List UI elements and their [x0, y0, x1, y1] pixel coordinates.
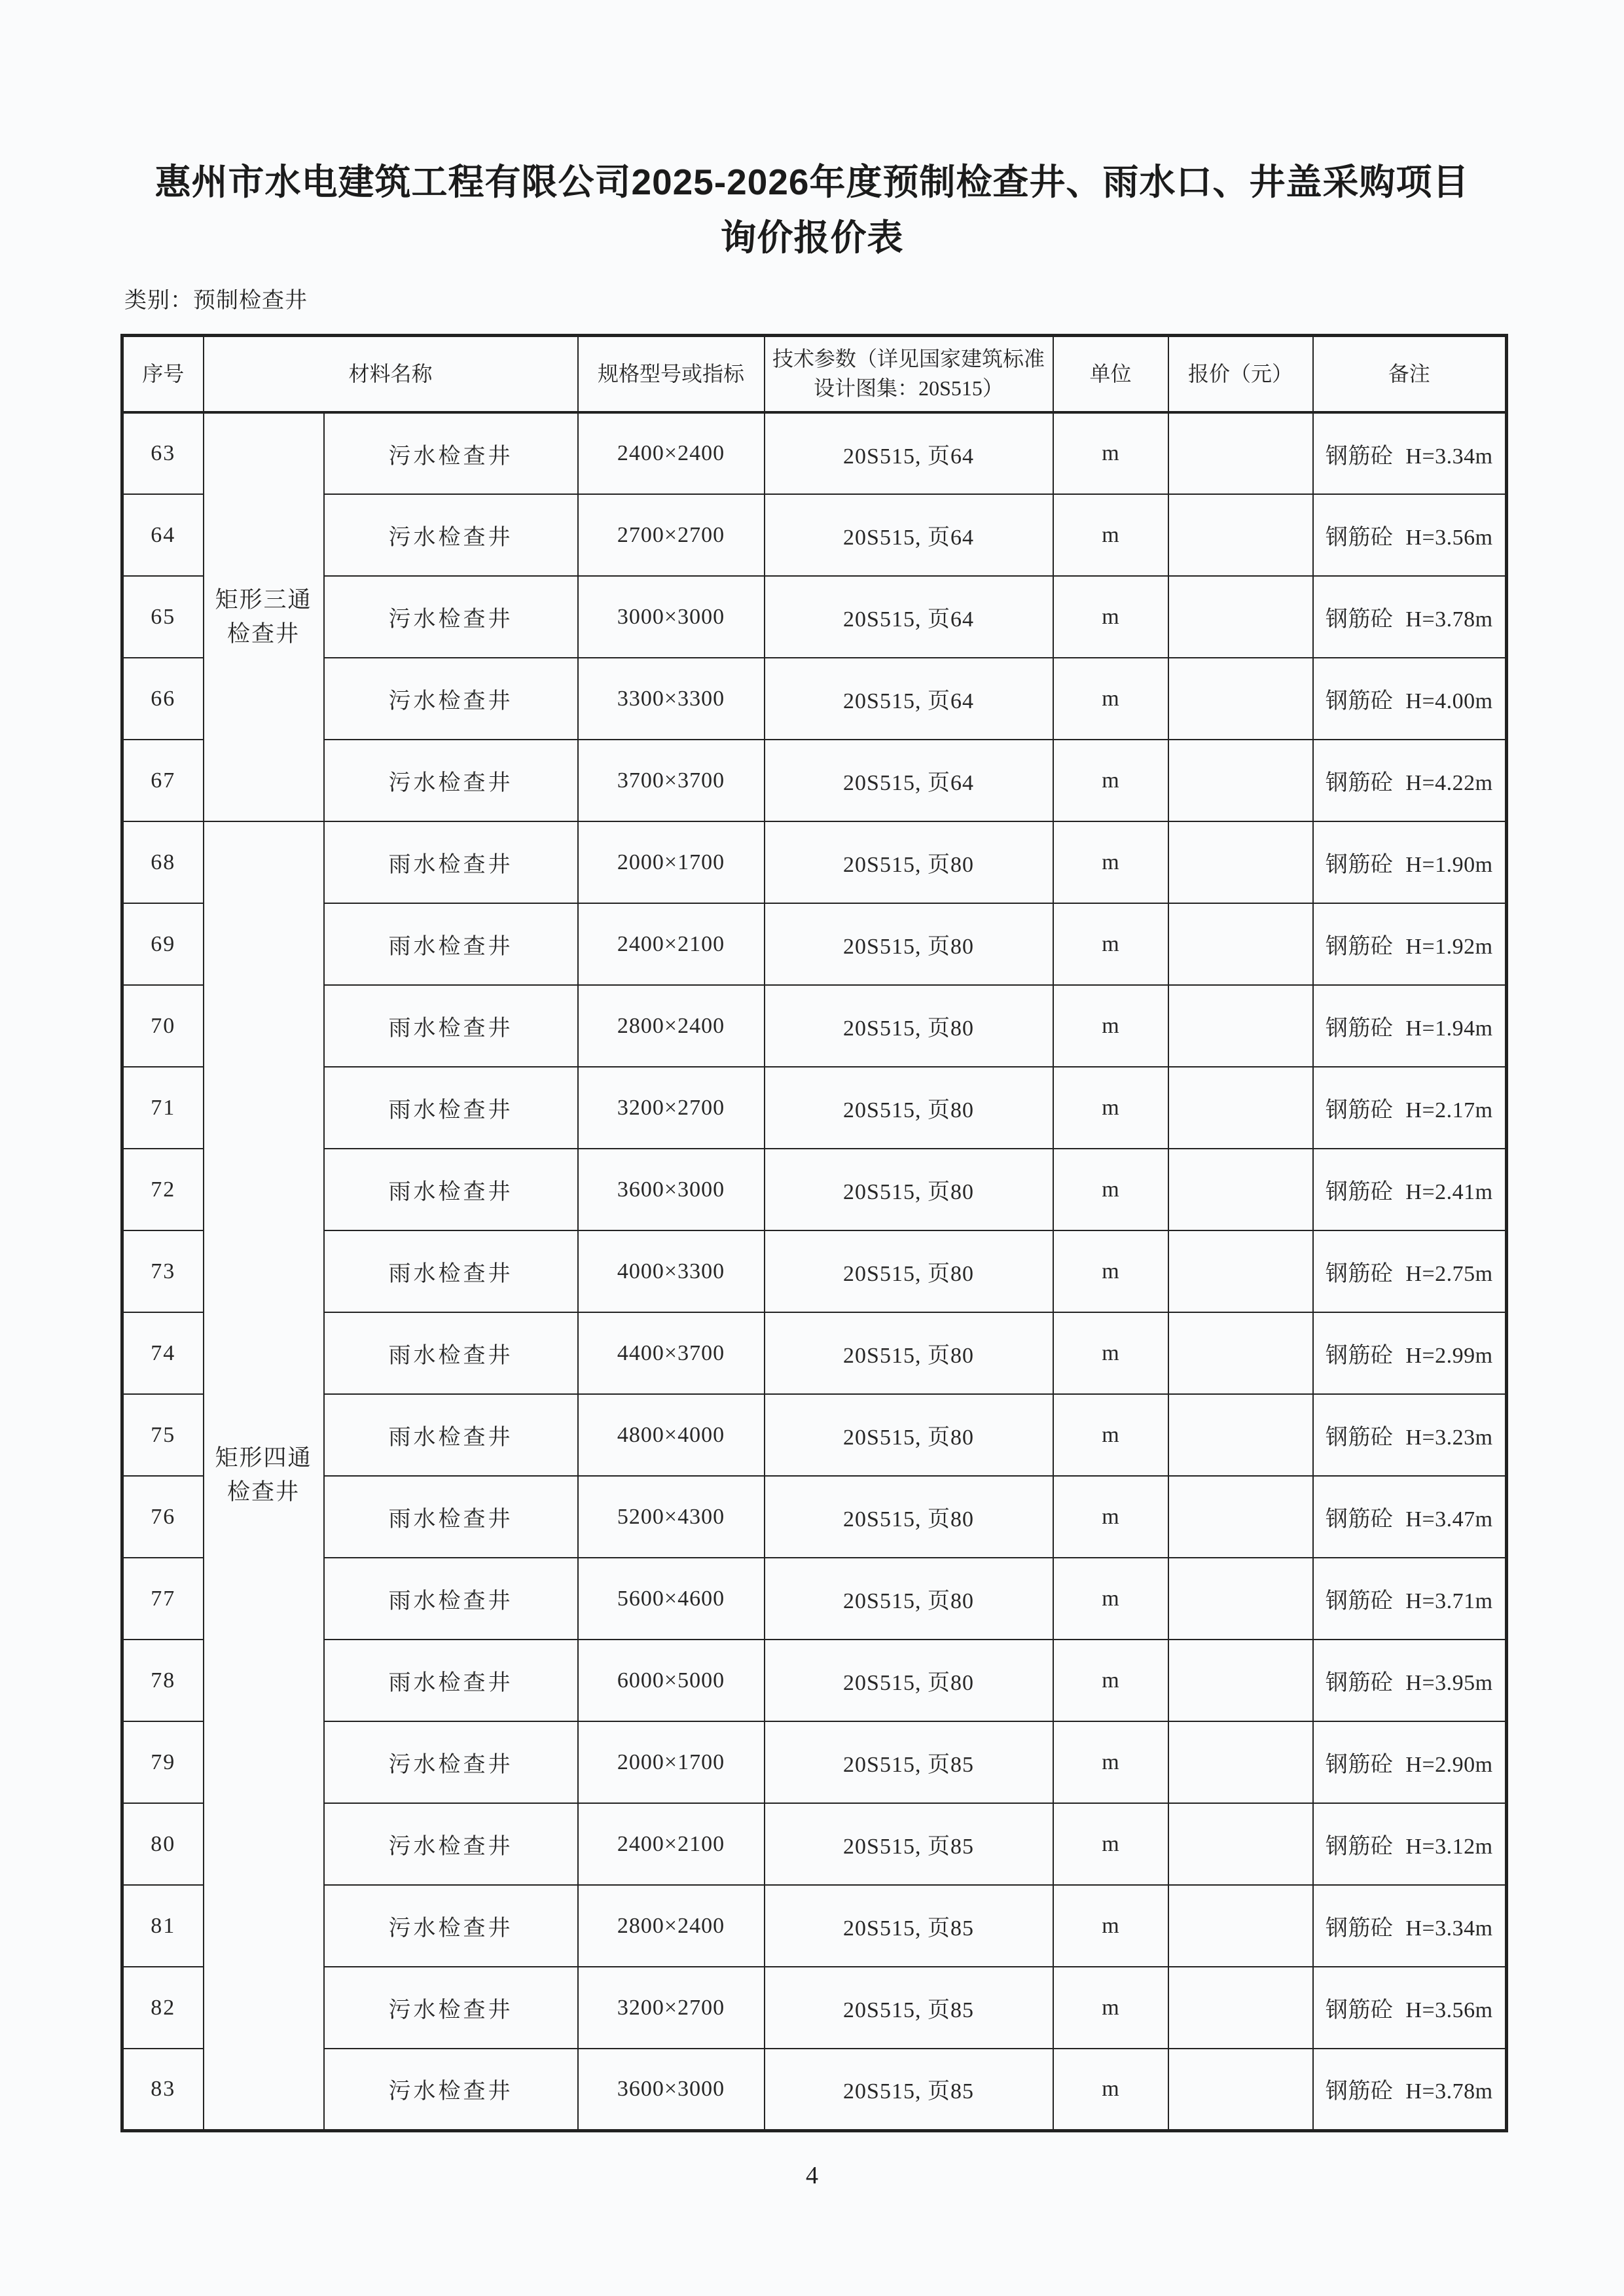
cell-unit: m: [1053, 1721, 1168, 1803]
cell-remark: 钢筋砼 H=3.78m: [1313, 576, 1507, 658]
cell-price: [1168, 1640, 1313, 1721]
table-row: [122, 1230, 1507, 1312]
cell-tech-params: 20S515, 页80: [765, 1394, 1053, 1476]
header-unit: 单位: [1053, 335, 1168, 412]
cell-price: [1168, 903, 1313, 985]
cell-tech-params: 20S515, 页80: [765, 1558, 1053, 1640]
cell-unit: m: [1053, 1967, 1168, 2049]
cell-tech-params: 20S515, 页85: [765, 1885, 1053, 1967]
cell-remark: 钢筋砼 H=3.12m: [1313, 1803, 1507, 1885]
cell-remark: 钢筋砼 H=3.34m: [1313, 412, 1507, 494]
cell-serial: 71: [122, 1067, 204, 1149]
cell-price: [1168, 821, 1313, 903]
cell-price: [1168, 1230, 1313, 1312]
table-row: [122, 494, 1507, 576]
cell-spec: 2000×1700: [578, 1721, 765, 1803]
cell-serial: 83: [122, 2049, 204, 2130]
cell-unit: m: [1053, 1312, 1168, 1394]
cell-material-name: 污水检查井: [324, 1967, 578, 2049]
cell-spec: 5600×4600: [578, 1558, 765, 1640]
cell-tech-params: 20S515, 页64: [765, 658, 1053, 740]
cell-material-name: 污水检查井: [324, 1885, 578, 1967]
cell-remark: 钢筋砼 H=2.75m: [1313, 1230, 1507, 1312]
cell-serial: 69: [122, 903, 204, 985]
material-category-label: 矩形三通检查井: [215, 586, 312, 647]
cell-price: [1168, 1149, 1313, 1230]
cell-tech-params: 20S515, 页85: [765, 1721, 1053, 1803]
cell-spec: 2700×2700: [578, 494, 765, 576]
table-row: [122, 2049, 1507, 2130]
cell-price: [1168, 1394, 1313, 1476]
cell-unit: m: [1053, 658, 1168, 740]
cell-price: [1168, 2049, 1313, 2130]
table-row: [122, 412, 1507, 494]
table-row: [122, 1394, 1507, 1476]
cell-serial: 77: [122, 1558, 204, 1640]
cell-unit: m: [1053, 576, 1168, 658]
cell-unit: m: [1053, 1230, 1168, 1312]
header-remark: 备注: [1313, 335, 1507, 412]
cell-serial: 73: [122, 1230, 204, 1312]
cell-serial: 68: [122, 821, 204, 903]
cell-price: [1168, 576, 1313, 658]
cell-serial: 81: [122, 1885, 204, 1967]
material-category-label: 矩形四通检查井: [215, 1444, 312, 1505]
material-category-cell: [204, 821, 324, 2130]
cell-remark: 钢筋砼 H=3.47m: [1313, 1476, 1507, 1558]
table-row: [122, 903, 1507, 985]
table-row: [122, 576, 1507, 658]
cell-tech-params: 20S515, 页64: [765, 576, 1053, 658]
cell-serial: 64: [122, 494, 204, 576]
cell-remark: 钢筋砼 H=4.00m: [1313, 658, 1507, 740]
cell-price: [1168, 1885, 1313, 1967]
cell-material-name: 污水检查井: [324, 576, 578, 658]
cell-unit: m: [1053, 1885, 1168, 1967]
cell-serial: 78: [122, 1640, 204, 1721]
cell-spec: 5200×4300: [578, 1476, 765, 1558]
cell-spec: 3200×2700: [578, 1067, 765, 1149]
cell-unit: m: [1053, 494, 1168, 576]
cell-price: [1168, 494, 1313, 576]
cell-unit: m: [1053, 740, 1168, 821]
cell-remark: 钢筋砼 H=3.71m: [1313, 1558, 1507, 1640]
cell-remark: 钢筋砼 H=3.56m: [1313, 494, 1507, 576]
cell-spec: 2400×2100: [578, 903, 765, 985]
cell-unit: m: [1053, 1558, 1168, 1640]
cell-spec: 3000×3000: [578, 576, 765, 658]
cell-serial: 66: [122, 658, 204, 740]
cell-serial: 72: [122, 1149, 204, 1230]
cell-spec: 2400×2400: [578, 412, 765, 494]
cell-remark: 钢筋砼 H=1.90m: [1313, 821, 1507, 903]
cell-price: [1168, 740, 1313, 821]
cell-remark: 钢筋砼 H=3.34m: [1313, 1885, 1507, 1967]
cell-unit: m: [1053, 1394, 1168, 1476]
cell-unit: m: [1053, 1067, 1168, 1149]
table-row: [122, 1149, 1507, 1230]
header-price: 报价（元）: [1168, 335, 1313, 412]
cell-tech-params: 20S515, 页80: [765, 985, 1053, 1067]
document-title: [0, 0, 1624, 266]
table-row: [122, 1640, 1507, 1721]
cell-remark: 钢筋砼 H=2.90m: [1313, 1721, 1507, 1803]
cell-price: [1168, 658, 1313, 740]
cell-tech-params: 20S515, 页64: [765, 740, 1053, 821]
cell-price: [1168, 1803, 1313, 1885]
table-row: [122, 1312, 1507, 1394]
cell-serial: 82: [122, 1967, 204, 2049]
cell-remark: 钢筋砼 H=1.92m: [1313, 903, 1507, 985]
cell-tech-params: 20S515, 页85: [765, 2049, 1053, 2130]
cell-material-name: 污水检查井: [324, 658, 578, 740]
cell-spec: 3600×3000: [578, 1149, 765, 1230]
cell-material-name: 雨水检查井: [324, 1476, 578, 1558]
cell-serial: 80: [122, 1803, 204, 1885]
cell-remark: 钢筋砼 H=2.41m: [1313, 1149, 1507, 1230]
cell-unit: m: [1053, 1803, 1168, 1885]
cell-price: [1168, 1312, 1313, 1394]
cell-tech-params: 20S515, 页80: [765, 1230, 1053, 1312]
cell-remark: 钢筋砼 H=4.22m: [1313, 740, 1507, 821]
cell-spec: 3600×3000: [578, 2049, 765, 2130]
cell-material-name: 污水检查井: [324, 412, 578, 494]
cell-spec: 3700×3700: [578, 740, 765, 821]
cell-unit: m: [1053, 1476, 1168, 1558]
cell-tech-params: 20S515, 页80: [765, 1476, 1053, 1558]
cell-material-name: 雨水检查井: [324, 1067, 578, 1149]
header-tech-params: 技术参数（详见国家建筑标准设计图集：20S515）: [765, 335, 1053, 412]
cell-spec: 4000×3300: [578, 1230, 765, 1312]
cell-unit: m: [1053, 1149, 1168, 1230]
cell-tech-params: 20S515, 页85: [765, 1967, 1053, 2049]
cell-price: [1168, 1721, 1313, 1803]
cell-serial: 79: [122, 1721, 204, 1803]
table-row: [122, 1885, 1507, 1967]
cell-serial: 67: [122, 740, 204, 821]
cell-unit: m: [1053, 985, 1168, 1067]
page-number: 4: [806, 2161, 818, 2189]
cell-price: [1168, 1067, 1313, 1149]
cell-material-name: 污水检查井: [324, 1721, 578, 1803]
cell-remark: 钢筋砼 H=3.78m: [1313, 2049, 1507, 2130]
cell-price: [1168, 1476, 1313, 1558]
cell-remark: 钢筋砼 H=1.94m: [1313, 985, 1507, 1067]
cell-serial: 65: [122, 576, 204, 658]
cell-unit: m: [1053, 821, 1168, 903]
table-row: [122, 740, 1507, 821]
cell-material-name: 污水检查井: [324, 740, 578, 821]
table-row: [122, 985, 1507, 1067]
header-material-name: 材料名称: [204, 335, 578, 412]
cell-unit: m: [1053, 903, 1168, 985]
cell-remark: 钢筋砼 H=2.17m: [1313, 1067, 1507, 1149]
cell-tech-params: 20S515, 页80: [765, 821, 1053, 903]
cell-material-name: 污水检查井: [324, 2049, 578, 2130]
table-row: [122, 1721, 1507, 1803]
cell-tech-params: 20S515, 页80: [765, 1149, 1053, 1230]
quotation-table: [120, 334, 1508, 2132]
cell-material-name: 雨水检查井: [324, 1640, 578, 1721]
cell-spec: 2000×1700: [578, 821, 765, 903]
table-row: [122, 1476, 1507, 1558]
cell-remark: 钢筋砼 H=3.56m: [1313, 1967, 1507, 2049]
cell-material-name: 雨水检查井: [324, 1558, 578, 1640]
cell-unit: m: [1053, 412, 1168, 494]
cell-material-name: 雨水检查井: [324, 1149, 578, 1230]
cell-unit: m: [1053, 1640, 1168, 1721]
cell-spec: 2800×2400: [578, 1885, 765, 1967]
category-label: 类别：预制检查井: [124, 288, 308, 313]
cell-spec: 3300×3300: [578, 658, 765, 740]
cell-material-name: 雨水检查井: [324, 985, 578, 1067]
cell-tech-params: 20S515, 页80: [765, 1312, 1053, 1394]
table-row: [122, 658, 1507, 740]
cell-price: [1168, 1967, 1313, 2049]
cell-serial: 74: [122, 1312, 204, 1394]
table-row: [122, 1967, 1507, 2049]
cell-material-name: 雨水检查井: [324, 1230, 578, 1312]
table-row: [122, 1067, 1507, 1149]
title-line-2: 询价报价表: [720, 217, 904, 259]
cell-spec: 6000×5000: [578, 1640, 765, 1721]
cell-tech-params: 20S515, 页64: [765, 412, 1053, 494]
cell-remark: 钢筋砼 H=3.23m: [1313, 1394, 1507, 1476]
cell-serial: 70: [122, 985, 204, 1067]
cell-material-name: 雨水检查井: [324, 903, 578, 985]
cell-serial: 75: [122, 1394, 204, 1476]
cell-spec: 3200×2700: [578, 1967, 765, 2049]
cell-tech-params: 20S515, 页85: [765, 1803, 1053, 1885]
cell-price: [1168, 1558, 1313, 1640]
cell-spec: 2800×2400: [578, 985, 765, 1067]
cell-tech-params: 20S515, 页80: [765, 1067, 1053, 1149]
header-serial: 序号: [122, 335, 204, 412]
cell-remark: 钢筋砼 H=2.99m: [1313, 1312, 1507, 1394]
cell-material-name: 污水检查井: [324, 1803, 578, 1885]
cell-tech-params: 20S515, 页80: [765, 1640, 1053, 1721]
cell-tech-params: 20S515, 页80: [765, 903, 1053, 985]
title-line-1: 惠州市水电建筑工程有限公司2025-2026年度预制检查井、雨水口、井盖采购项目: [154, 162, 1470, 202]
cell-material-name: 雨水检查井: [324, 1312, 578, 1394]
table-row: [122, 1558, 1507, 1640]
cell-serial: 76: [122, 1476, 204, 1558]
table-row: [122, 1803, 1507, 1885]
header-row: [122, 335, 1507, 412]
material-category-cell: [204, 412, 324, 821]
cell-price: [1168, 412, 1313, 494]
cell-remark: 钢筋砼 H=3.95m: [1313, 1640, 1507, 1721]
cell-spec: 2400×2100: [578, 1803, 765, 1885]
cell-price: [1168, 985, 1313, 1067]
cell-serial: 63: [122, 412, 204, 494]
cell-material-name: 雨水检查井: [324, 821, 578, 903]
cell-tech-params: 20S515, 页64: [765, 494, 1053, 576]
header-spec: 规格型号或指标: [578, 335, 765, 412]
cell-material-name: 雨水检查井: [324, 1394, 578, 1476]
cell-spec: 4800×4000: [578, 1394, 765, 1476]
table-row: [122, 821, 1507, 903]
cell-spec: 4400×3700: [578, 1312, 765, 1394]
cell-unit: m: [1053, 2049, 1168, 2130]
cell-material-name: 污水检查井: [324, 494, 578, 576]
